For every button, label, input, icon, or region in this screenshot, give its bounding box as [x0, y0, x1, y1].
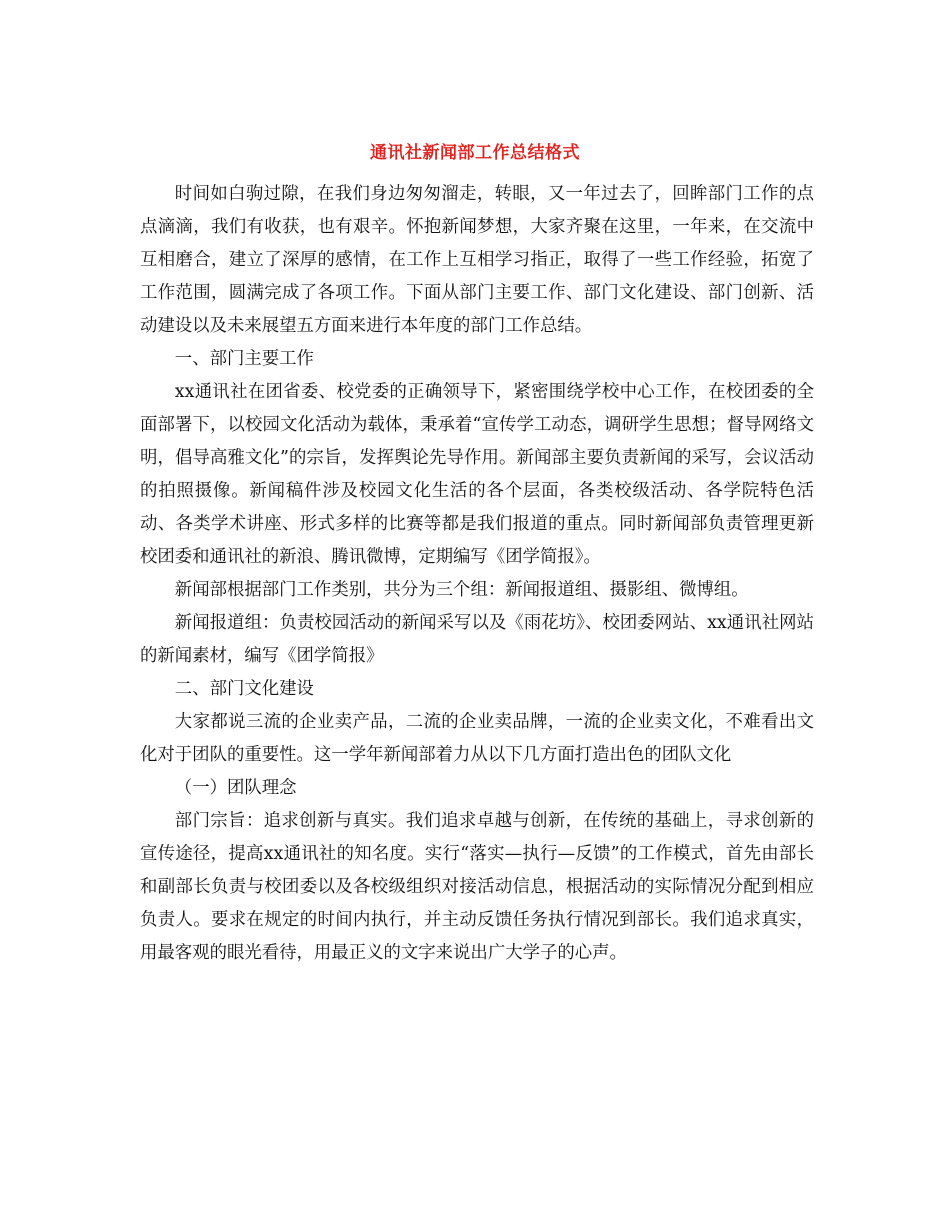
document-body [140, 178, 814, 970]
paragraph-culture: 大家都说三流的企业卖产品，二流的企业卖品牌，一流的企业卖文化，不难看出文化对于团队的重要性。这一学年新闻部着力从以下几方面打造出色的团队文化 [140, 712, 814, 765]
paragraph-intro: 时间如白驹过隙，在我们身边匆匆溜走，转眼，又一年过去了，回眸部门工作的点点滴滴，我们有收获，也有艰辛。怀抱新闻梦想，大家齐聚在这里，一年来，在交流中互相磨合，建立了深厚的感情，在工作上互相学习指正，取得了一些工作经验，拓宽了工作范围，圆满完成了各项工作。下面从部门主要工作、部门文化建设、部门创新、活动建设以及未来展望五方面来进行本年度的部门工作总结。 [140, 184, 814, 336]
heading-section-1: 一、部门主要工作 [174, 349, 314, 369]
document-title: 通讯社新闻部工作总结格式 [370, 143, 580, 163]
heading-subsection-1: （一）团队理念 [174, 778, 297, 798]
paragraph-mission: 部门宗旨：追求创新与真实。我们追求卓越与创新，在传统的基础上，寻求创新的宣传途径，提高xx通讯社的知名度。实行“落实—执行—反馈”的工作模式，首先由部长和副部长负责与校团委以及各校级组织对接活动信息，根据活动的实际情况分配到相应负责人。要求在规定的时间内执行，并主动反馈任务执行情况到部长。我们追求真实，用最客观的眼光看待，用最正义的文字来说出广大学子的心声。 [140, 811, 814, 963]
paragraph-groups: 新闻部根据部门工作类别，共分为三个组：新闻报道组、摄影组、微博组。 [174, 580, 749, 600]
paragraph-main-work: xx通讯社在团省委、校党委的正确领导下，紧密围绕学校中心工作，在校团委的全面部署下，以校园文化活动为载体，秉承着“宣传学工动态，调研学生思想；督导网络文明，倡导高雅文化”的宗旨，发挥舆论先导作用。新闻部主要负责新闻的采写，会议活动的拍照摄像。新闻稿件涉及校园文化生活的各个层面，各类校级活动、各学院特色活动、各类学术讲座、形式多样的比赛等都是我们报道的重点。同时新闻部负责管理更新校团委和通讯社的新浪、腾讯微博，定期编写《团学简报》。 [140, 382, 814, 567]
paragraph-news-group: 新闻报道组：负责校园活动的新闻采写以及《雨花坊》、校团委网站、xx通讯社网站的新闻素材，编写《团学简报》 [140, 613, 814, 666]
heading-section-2: 二、部门文化建设 [174, 679, 314, 699]
